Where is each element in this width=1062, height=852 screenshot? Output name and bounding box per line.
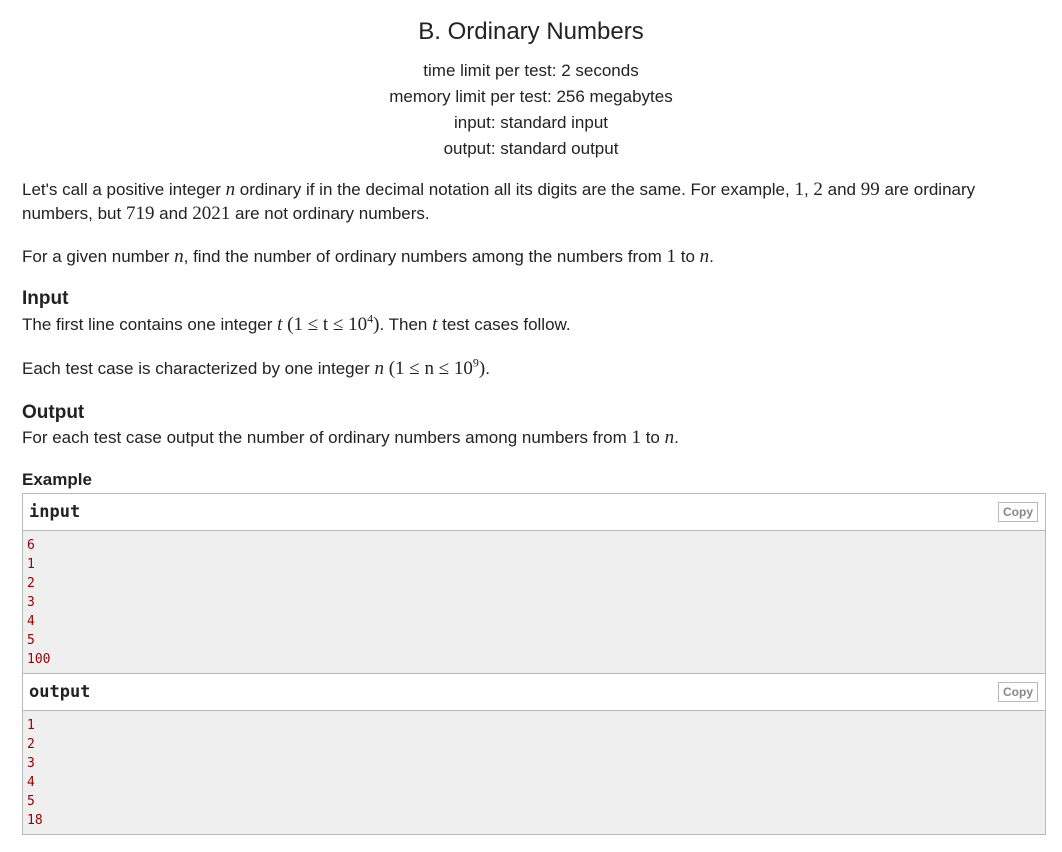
- sample-output-header: [23, 674, 1045, 711]
- text: to: [676, 247, 700, 266]
- math-num: 1: [666, 246, 676, 267]
- input-spec-line-1: [22, 313, 1032, 337]
- math-expr: ): [373, 314, 380, 335]
- math-num: 719: [125, 203, 155, 224]
- sample-input-header: [23, 494, 1045, 531]
- math-var: n: [174, 246, 184, 267]
- input-file: input: standard input: [453, 113, 609, 132]
- math-var: t: [432, 314, 438, 335]
- input-line: 1: [27, 557, 35, 572]
- copy-input-button[interactable]: Copy: [998, 502, 1038, 522]
- text: .: [674, 428, 679, 447]
- text: numbers, but: [22, 204, 126, 223]
- math-exponent: 9: [472, 355, 479, 370]
- text: test cases follow.: [437, 315, 571, 334]
- text: . Then: [379, 315, 433, 334]
- sample-output-label: output: [29, 682, 91, 702]
- math-var: n: [664, 427, 675, 448]
- input-line: 6: [27, 538, 35, 553]
- text: are ordinary: [879, 180, 976, 199]
- math-var: n: [374, 358, 384, 379]
- math-num: 2021: [192, 203, 231, 224]
- math-expr: ): [478, 358, 486, 379]
- input-line: 5: [27, 633, 35, 648]
- math-expr: (1 ≤ t ≤ 10: [287, 314, 368, 335]
- output-file: output: standard output: [443, 139, 619, 158]
- text: For a given number: [22, 247, 175, 266]
- text: ordinary if in the decimal notation all its digits are the same. For example,: [235, 180, 795, 199]
- math-num: 1: [631, 427, 641, 448]
- output-line: 18: [27, 813, 43, 828]
- sample-input-content: [23, 531, 1045, 673]
- memory-limit: memory limit per test: 256 megabytes: [389, 87, 673, 106]
- output-section-title: Output: [22, 402, 85, 423]
- input-section-title: Input: [22, 288, 69, 309]
- text: , find the number of ordinary numbers among the numbers from: [183, 247, 667, 266]
- text: and: [154, 204, 193, 223]
- math-constraint: [388, 355, 486, 379]
- text: .: [709, 247, 714, 266]
- math-var: n: [699, 246, 710, 267]
- math-num: 99: [860, 179, 880, 200]
- text: Each test case is characterized by one integer: [22, 359, 375, 378]
- math-constraint: [287, 311, 380, 335]
- sample-output-content: [23, 711, 1045, 834]
- input-line: 2: [27, 576, 35, 591]
- math-num: 1: [794, 179, 804, 200]
- legend-paragraph-2: [22, 245, 1032, 269]
- sample-input-block: [22, 493, 1046, 674]
- math-expr: (1 ≤ n ≤ 10: [388, 358, 473, 379]
- output-line: 1: [27, 718, 35, 733]
- output-line: 2: [27, 737, 35, 752]
- math-num: 2: [813, 179, 823, 200]
- text: and: [822, 180, 861, 199]
- sample-output-block: [22, 673, 1046, 835]
- input-line: 4: [27, 614, 35, 629]
- text: are not ordinary numbers.: [230, 204, 430, 223]
- output-line: 5: [27, 794, 35, 809]
- output-line: 4: [27, 775, 35, 790]
- text: .: [485, 359, 490, 378]
- text: ,: [803, 180, 814, 199]
- math-var: n: [225, 179, 236, 200]
- time-limit: time limit per test: 2 seconds: [423, 61, 639, 80]
- legend-paragraph-1: [22, 178, 1032, 226]
- text: Let's call a positive integer: [22, 180, 226, 199]
- text: The first line contains one integer: [22, 315, 278, 334]
- input-line: 3: [27, 595, 35, 610]
- input-spec-line-2: [22, 357, 1032, 381]
- math-exponent: 4: [367, 311, 374, 326]
- text: For each test case output the number of ordinary numbers among numbers from: [22, 428, 632, 447]
- output-line: 3: [27, 756, 35, 771]
- text: to: [640, 428, 665, 447]
- problem-title: B. Ordinary Numbers: [418, 18, 644, 45]
- math-var: t: [277, 314, 283, 335]
- example-title: Example: [22, 470, 92, 489]
- input-line: 100: [27, 652, 51, 667]
- output-spec: [22, 426, 1032, 450]
- copy-output-button[interactable]: Copy: [998, 682, 1038, 702]
- sample-input-label: input: [29, 502, 81, 522]
